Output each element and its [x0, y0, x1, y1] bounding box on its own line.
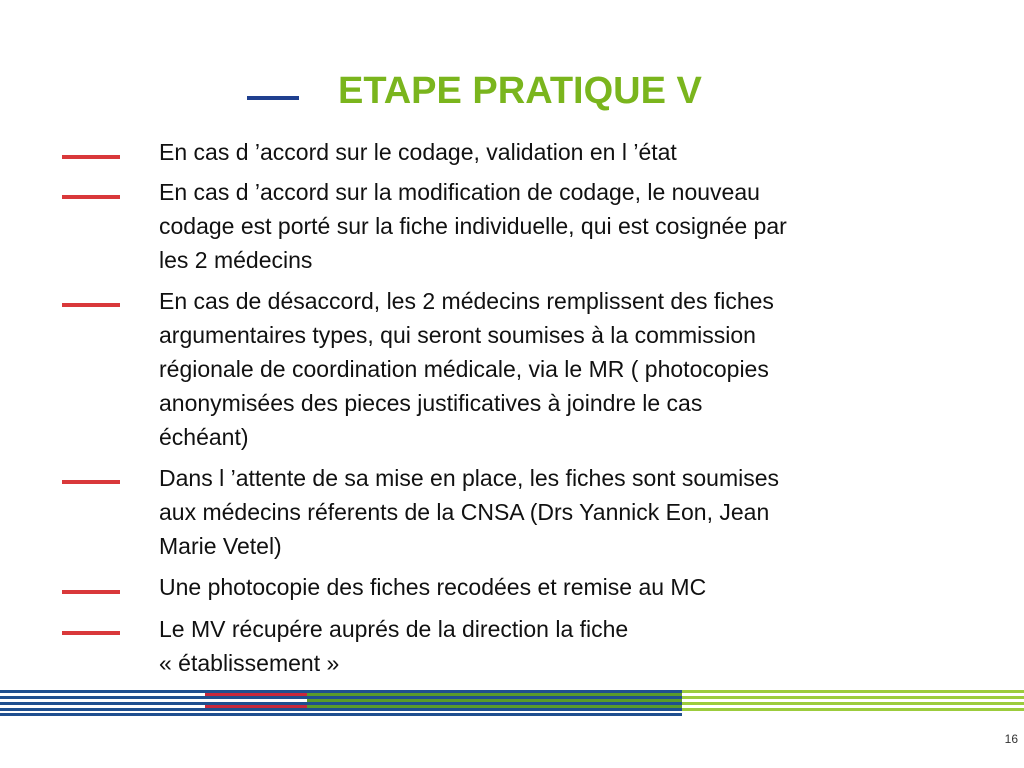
page-number: 16 [1004, 732, 1018, 746]
footer-stripe [682, 696, 1024, 699]
bullet-dash-icon [62, 480, 120, 484]
footer-stripe [307, 693, 682, 696]
bullet-item-1: En cas d ’accord sur le codage, validation en l ’état [159, 139, 677, 165]
bullet-dash-icon [62, 155, 120, 159]
bullet-item-6: Le MV récupére auprés de la direction la fiche « établissement » [159, 616, 629, 676]
footer-stripe [0, 713, 682, 716]
footer-stripe [682, 690, 1024, 693]
footer-stripe [0, 708, 682, 711]
bullet-item-5: Une photocopie des fiches recodées et remise au MC [159, 574, 707, 600]
footer-stripe [682, 702, 1024, 705]
bullet-dash-icon [62, 303, 120, 307]
footer-stripe [205, 693, 307, 696]
bullet-item-3: En cas de désaccord, les 2 médecins remplissent des fiches argumentaires types, qui seront soumises à la commission régionale de coordination médicale, via le MR ( photocopies anonymisées des pieces justificatives à joindre le cas échéant) [159, 288, 774, 450]
footer-stripe [307, 699, 682, 702]
footer-stripe [307, 705, 682, 708]
bullet-dash-icon [62, 590, 120, 594]
bullet-dash-icon [62, 195, 120, 199]
title-dash-decoration [247, 96, 299, 100]
bullet-item-2: En cas d ’accord sur la modification de codage, le nouveau codage est porté sur la fiche individuelle, qui est cosignée par les 2 médecins [159, 179, 787, 273]
bullet-item-4: Dans l ’attente de sa mise en place, les fiches sont soumises aux médecins réferents de la CNSA (Drs Yannick Eon, Jean Marie Vetel) [159, 465, 780, 559]
bullet-dash-icon [62, 631, 120, 635]
footer-stripes [0, 690, 1024, 716]
slide-title: ETAPE PRATIQUE V [338, 70, 702, 112]
footer-stripe [682, 708, 1024, 711]
footer-stripe [205, 705, 307, 708]
